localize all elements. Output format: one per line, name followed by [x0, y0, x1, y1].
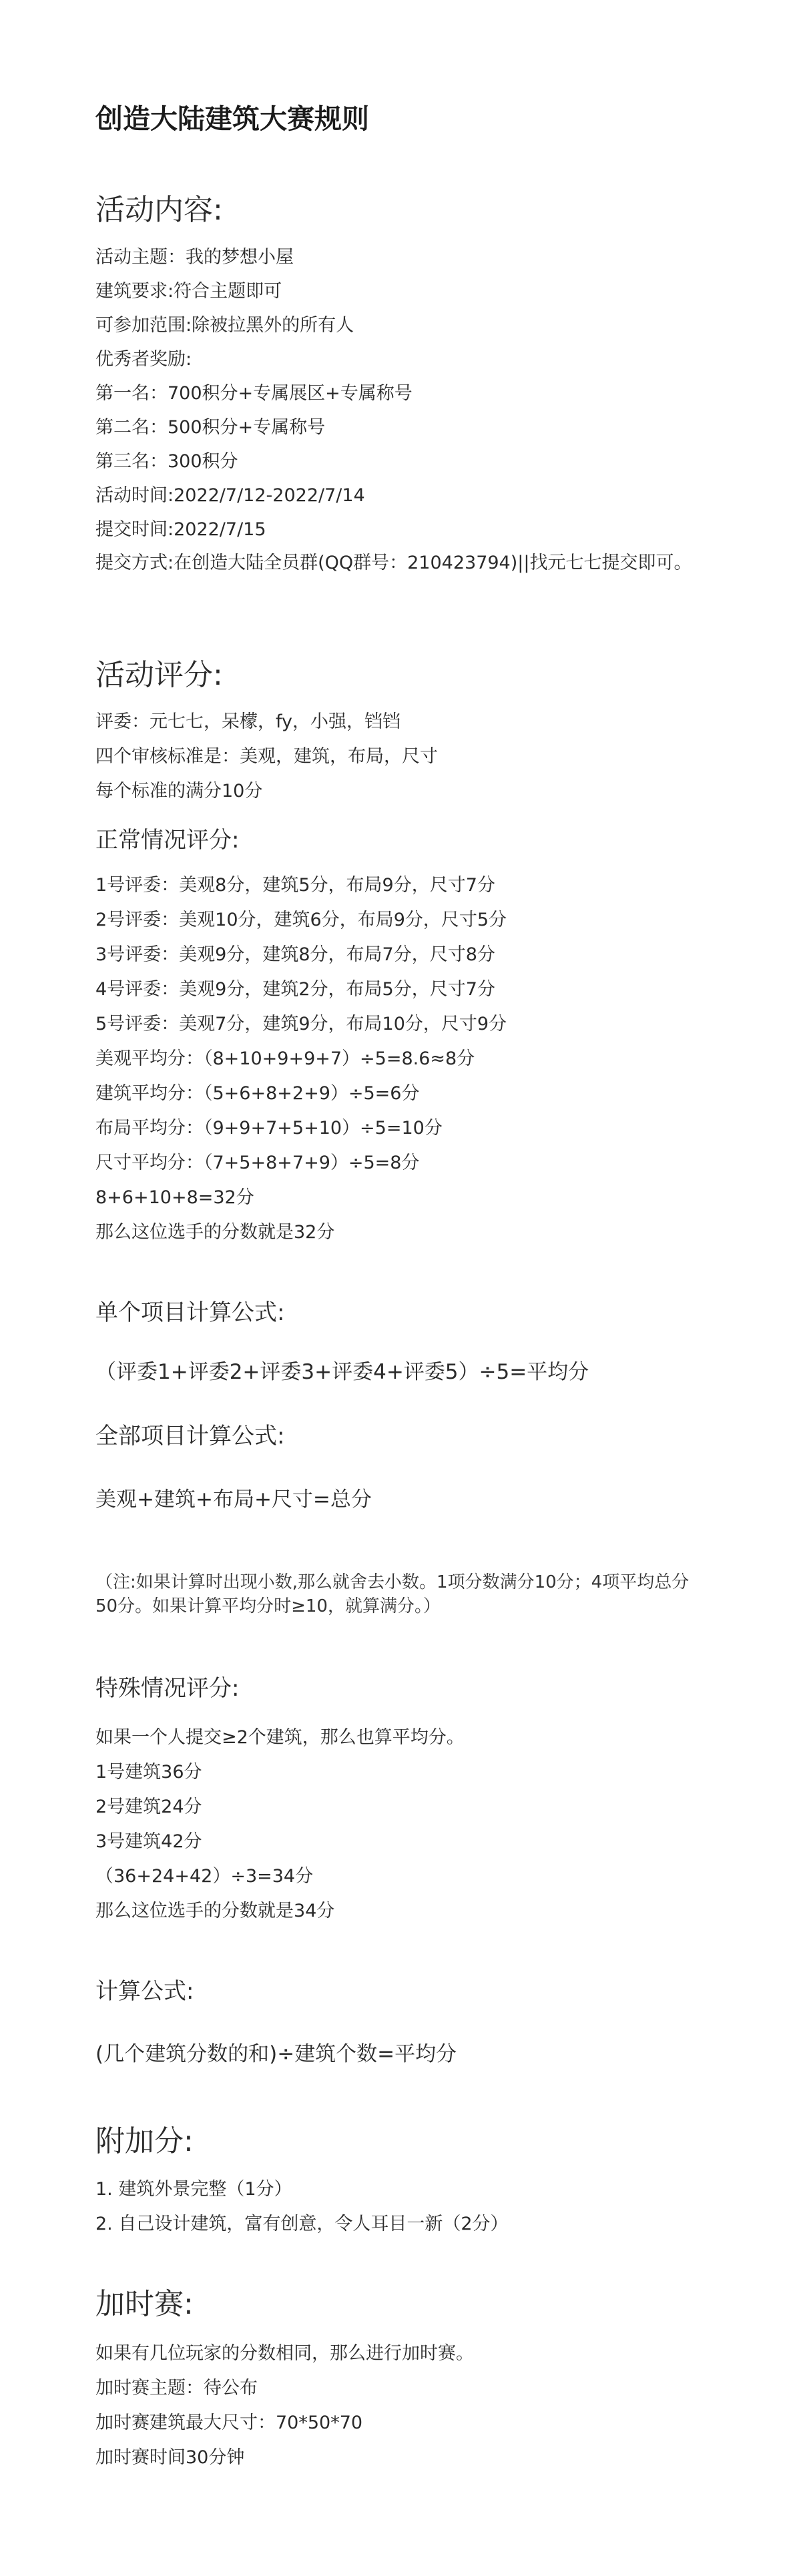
scoring-line: 每个标准的满分10分: [95, 781, 263, 801]
special-heading: 特殊情况评分:: [95, 1675, 240, 1702]
activity-line: 第三名：300积分: [95, 451, 238, 472]
activity-line: 提交时间:2022/7/15: [95, 519, 266, 540]
total-line: 8+6+10+8=32分: [95, 1187, 254, 1208]
overtime-line: 加时赛建筑最大尺寸：70*50*70: [95, 2412, 363, 2433]
judge-line: 1号评委：美观8分，建筑5分，布局9分，尺寸7分: [95, 875, 495, 896]
bonus-line: 2. 自己设计建筑，富有创意，令人耳目一新（2分）: [95, 2214, 509, 2234]
average-line: 美观平均分：（8+10+9+9+7）÷5=8.6≈8分: [95, 1048, 475, 1069]
judge-line: 5号评委：美观7分，建筑9分，布局10分，尺寸9分: [95, 1014, 507, 1034]
formula-special-heading: 计算公式:: [95, 1978, 194, 2005]
special-line: 3号建筑42分: [95, 1831, 202, 1852]
activity-heading: 活动内容:: [95, 193, 223, 227]
formula-special: (几个建筑分数的和)÷建筑个数=平均分: [95, 2042, 457, 2066]
page-title: 创造大陆建筑大赛规则: [95, 103, 369, 135]
special-line: 1号建筑36分: [95, 1762, 202, 1783]
bonus-line: 1. 建筑外景完整（1分）: [95, 2179, 292, 2200]
judge-line: 4号评委：美观9分，建筑2分，布局5分，尺寸7分: [95, 979, 495, 1000]
activity-line: 建筑要求:符合主题即可: [95, 281, 282, 302]
scoring-line: 评委：元七七，呆檬，fy，小强，铛铛: [95, 711, 401, 732]
formula-single-heading: 单个项目计算公式:: [95, 1299, 285, 1326]
special-line: 如果一个人提交≥2个建筑，那么也算平均分。: [95, 1727, 465, 1748]
formula-single: （评委1+评委2+评委3+评委4+评委5）÷5=平均分: [95, 1360, 589, 1384]
overtime-line: 加时赛时间30分钟: [95, 2447, 245, 2468]
activity-line: 活动时间:2022/7/12-2022/7/14: [95, 485, 365, 506]
special-line: 那么这位选手的分数就是34分: [95, 1901, 335, 1921]
judge-line: 3号评委：美观9分，建筑8分，布局7分，尺寸8分: [95, 944, 495, 965]
overtime-line: 如果有几位玩家的分数相同，那么进行加时赛。: [95, 2343, 474, 2364]
overtime-heading: 加时赛:: [95, 2287, 194, 2321]
overtime-line: 加时赛主题：待公布: [95, 2378, 258, 2398]
judge-line: 2号评委：美观10分，建筑6分，布局9分，尺寸5分: [95, 910, 507, 930]
normal-heading: 正常情况评分:: [95, 827, 240, 854]
average-line: 尺寸平均分：（7+5+8+7+9）÷5=8分: [95, 1153, 420, 1173]
special-line: 2号建筑24分: [95, 1797, 202, 1817]
activity-line: 可参加范围:除被拉黑外的所有人: [95, 315, 354, 336]
note: （注:如果计算时出现小数,那么就舍去小数。1项分数满分10分；4项平均总分50分。如果计算平均分时≥10，就算满分。）: [95, 1572, 690, 1616]
activity-line: 优秀者奖励:: [95, 349, 192, 370]
special-line: （36+24+42）÷3=34分: [95, 1866, 314, 1887]
scoring-heading: 活动评分:: [95, 658, 223, 692]
average-line: 布局平均分：（9+9+7+5+10）÷5=10分: [95, 1118, 443, 1139]
bonus-heading: 附加分:: [95, 2124, 194, 2158]
activity-line: 第二名：500积分+专属称号: [95, 417, 326, 438]
scoring-line: 四个审核标准是：美观，建筑，布局，尺寸: [95, 746, 438, 767]
average-line: 建筑平均分：（5+6+8+2+9）÷5=6分: [95, 1083, 420, 1104]
formula-all: 美观+建筑+布局+尺寸=总分: [95, 1488, 372, 1512]
activity-line: 活动主题：我的梦想小屋: [95, 247, 294, 268]
submit-method: 提交方式:在创造大陆全员群(QQ群号：210423794)||找元七七提交即可。: [95, 553, 692, 573]
activity-line: 第一名：700积分+专属展区+专属称号: [95, 383, 413, 404]
formula-all-heading: 全部项目计算公式:: [95, 1423, 285, 1450]
result-line: 那么这位选手的分数就是32分: [95, 1222, 335, 1243]
